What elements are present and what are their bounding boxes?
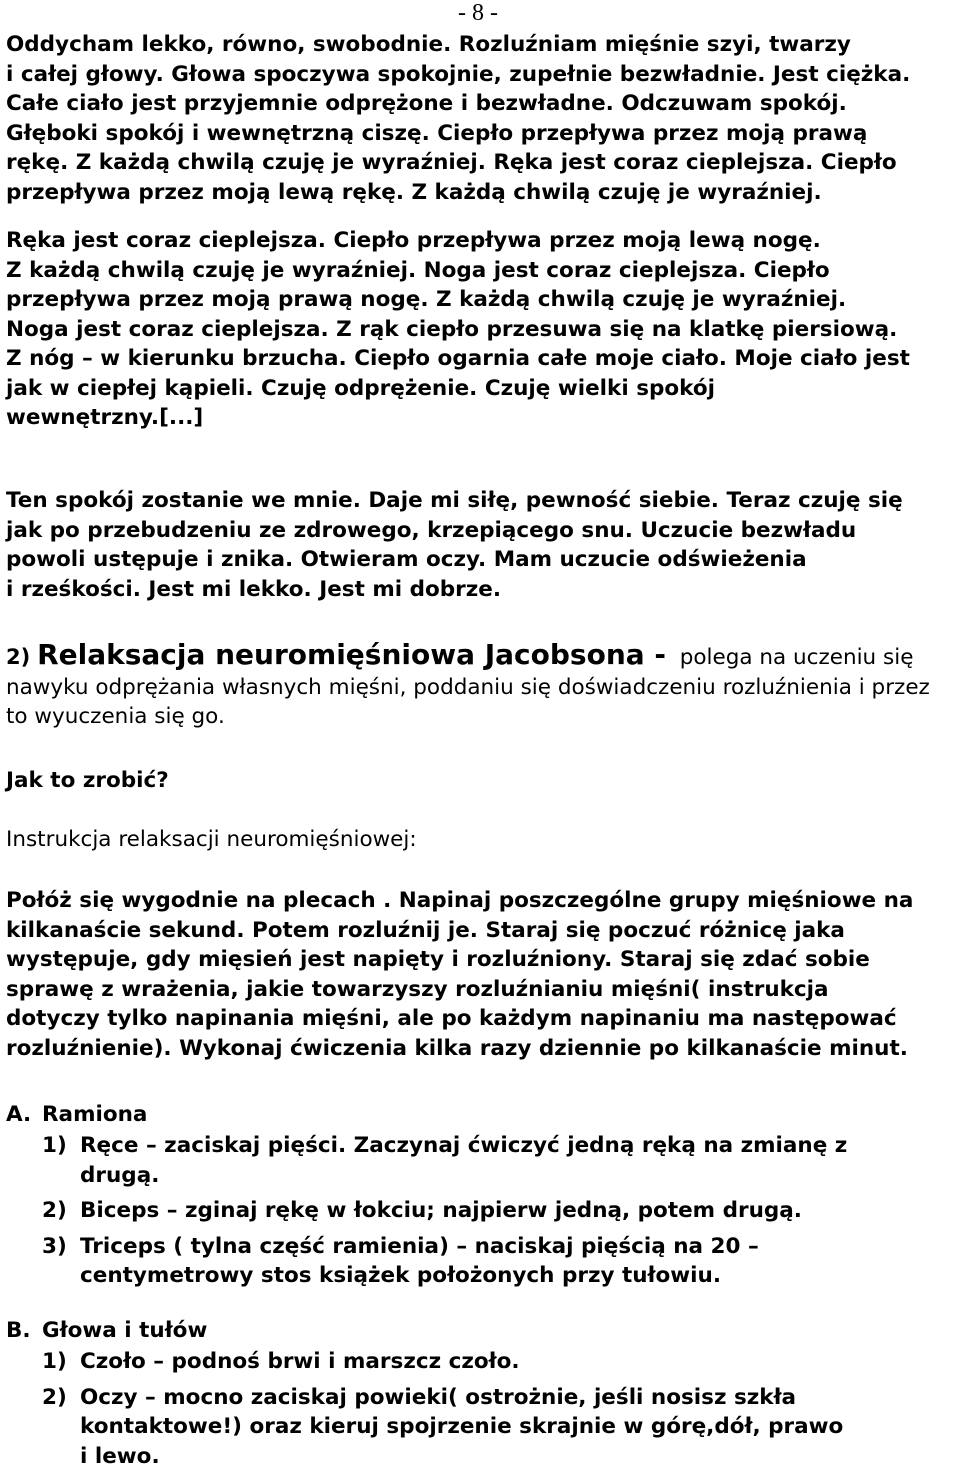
text-line: i całej głowy. Głowa spoczywa spokojnie, zupełnie bezwładnie. Jest ciężka. [6,60,956,90]
text-line: i rześkości. Jest mi lekko. Jest mi dobrze. [6,575,956,605]
text-line: Noga jest coraz cieplejsza. Z rąk ciepło przesuwa się na klatkę piersiową. [6,315,956,345]
section-letter: A. [6,1100,42,1130]
text-line: Ręka jest coraz cieplejsza. Ciepło przepływa przez moją lewą nogę. [6,226,956,256]
text-line: Triceps ( tylna część ramienia) – naciskaj pięścią na 20 – [80,1232,952,1262]
text-line: jak po przebudzeniu ze zdrowego, krzepiącego snu. Uczucie bezwładu [6,516,956,546]
text-line: sprawę z wrażenia, jakie towarzyszy rozluźnianiu mięśni( instrukcja [6,975,956,1005]
how-heading: Jak to zrobić? [6,766,956,796]
text-line: kontaktowe!) oraz kieruj spojrzenie skrajnie w górę,dół, prawo [80,1412,952,1442]
text-line: Ten spokój zostanie we mnie. Daje mi siłę, pewność siebie. Teraz czuję się [6,486,956,516]
text-line: wewnętrzny.[...] [6,403,956,433]
text-line: drugą. [80,1161,952,1191]
text-line: Głęboki spokój i wewnętrzną ciszę. Ciepło przepływa przez moją prawą [6,119,956,149]
text-line: jak w ciepłej kąpieli. Czuję odprężenie. Czuję wielki spokój [6,374,956,404]
section-heading-line [6,640,956,673]
section-letter: B. [6,1316,42,1346]
list-number: 1) [42,1131,67,1161]
section-jacobson [6,640,956,732]
text-line: centymetrowy stos książek położonych przy tułowiu. [80,1261,952,1291]
text-line: Czoło – podnoś brwi i marszcz czoło. [80,1347,952,1377]
text-line: rozluźnienie). Wykonaj ćwiczenia kilka razy dziennie po kilkanaście minut. [6,1034,956,1064]
list-item [42,1383,952,1471]
text-line: i lewo. [80,1442,952,1471]
paragraph-autogenic-3 [6,486,956,604]
text-line: nawyku odprężania własnych mięśni, poddaniu się doświadczeniu rozluźnienia i przez [6,673,956,703]
text-line: przepływa przez moją lewą rękę. Z każdą chwilą czuję je wyraźniej. [6,178,956,208]
list-item [42,1232,952,1291]
list-item [42,1347,952,1377]
text-line: powoli ustępuje i znika. Otwieram oczy. Mam uczucie odświeżenia [6,545,956,575]
section-a-list [42,1131,952,1291]
section-title: Ramiona [42,1102,147,1127]
instruction-paragraph [6,886,956,1063]
text-line: rękę. Z każdą chwilą czuję je wyraźniej. Ręka jest coraz cieplejsza. Ciepło [6,148,956,178]
page-number: - 8 - [458,0,518,26]
list-number: 3) [42,1232,67,1262]
list-number: 1) [42,1347,67,1377]
text-line: Biceps – zginaj rękę w łokciu; najpierw jedną, potem drugą. [80,1196,952,1226]
section-a-heading [6,1100,147,1130]
list-item [42,1196,952,1226]
list-number: 2) [42,1196,67,1226]
section-b-heading [6,1316,207,1346]
text-line: Z nóg – w kierunku brzucha. Ciepło ogarnia całe moje ciało. Moje ciało jest [6,344,956,374]
text-line: dotyczy tylko napinania mięśni, ale po każdym napinaniu ma następować [6,1004,956,1034]
text-line: Połóż się wygodnie na plecach . Napinaj poszczególne grupy mięśniowe na [6,886,956,916]
paragraph-autogenic-2 [6,226,956,433]
text-line: Całe ciało jest przyjemnie odprężone i bezwładne. Odczuwam spokój. [6,89,956,119]
section-b-list [42,1347,952,1471]
section-intro: polega na uczeniu się [680,645,914,670]
text-line: to wyuczenia się go. [6,702,956,732]
text-line: Oczy – mocno zaciskaj powieki( ostrożnie, jeśli nosisz szkła [80,1383,952,1413]
text-line: występuje, gdy mięsień jest napięty i rozluźniony. Staraj się zdać sobie [6,945,956,975]
section-title: Głowa i tułów [42,1318,207,1343]
section-number: 2) [6,645,30,669]
text-line: Z każdą chwilą czuję je wyraźniej. Noga jest coraz cieplejsza. Ciepło [6,256,956,286]
text-line: Ręce – zaciskaj pięści. Zaczynaj ćwiczyć jedną ręką na zmianę z [80,1131,952,1161]
instruction-heading: Instrukcja relaksacji neuromięśniowej: [6,825,956,855]
section-title: Relaksacja neuromięśniowa Jacobsona - [37,638,666,671]
text-line: kilkanaście sekund. Potem rozluźnij je. Staraj się poczuć różnicę jaka [6,916,956,946]
paragraph-autogenic-1 [6,30,956,207]
text-line: Oddycham lekko, równo, swobodnie. Rozluźniam mięśnie szyi, twarzy [6,30,956,60]
text-line: przepływa przez moją prawą nogę. Z każdą chwilą czuję je wyraźniej. [6,285,956,315]
list-item [42,1131,952,1190]
list-number: 2) [42,1383,67,1413]
